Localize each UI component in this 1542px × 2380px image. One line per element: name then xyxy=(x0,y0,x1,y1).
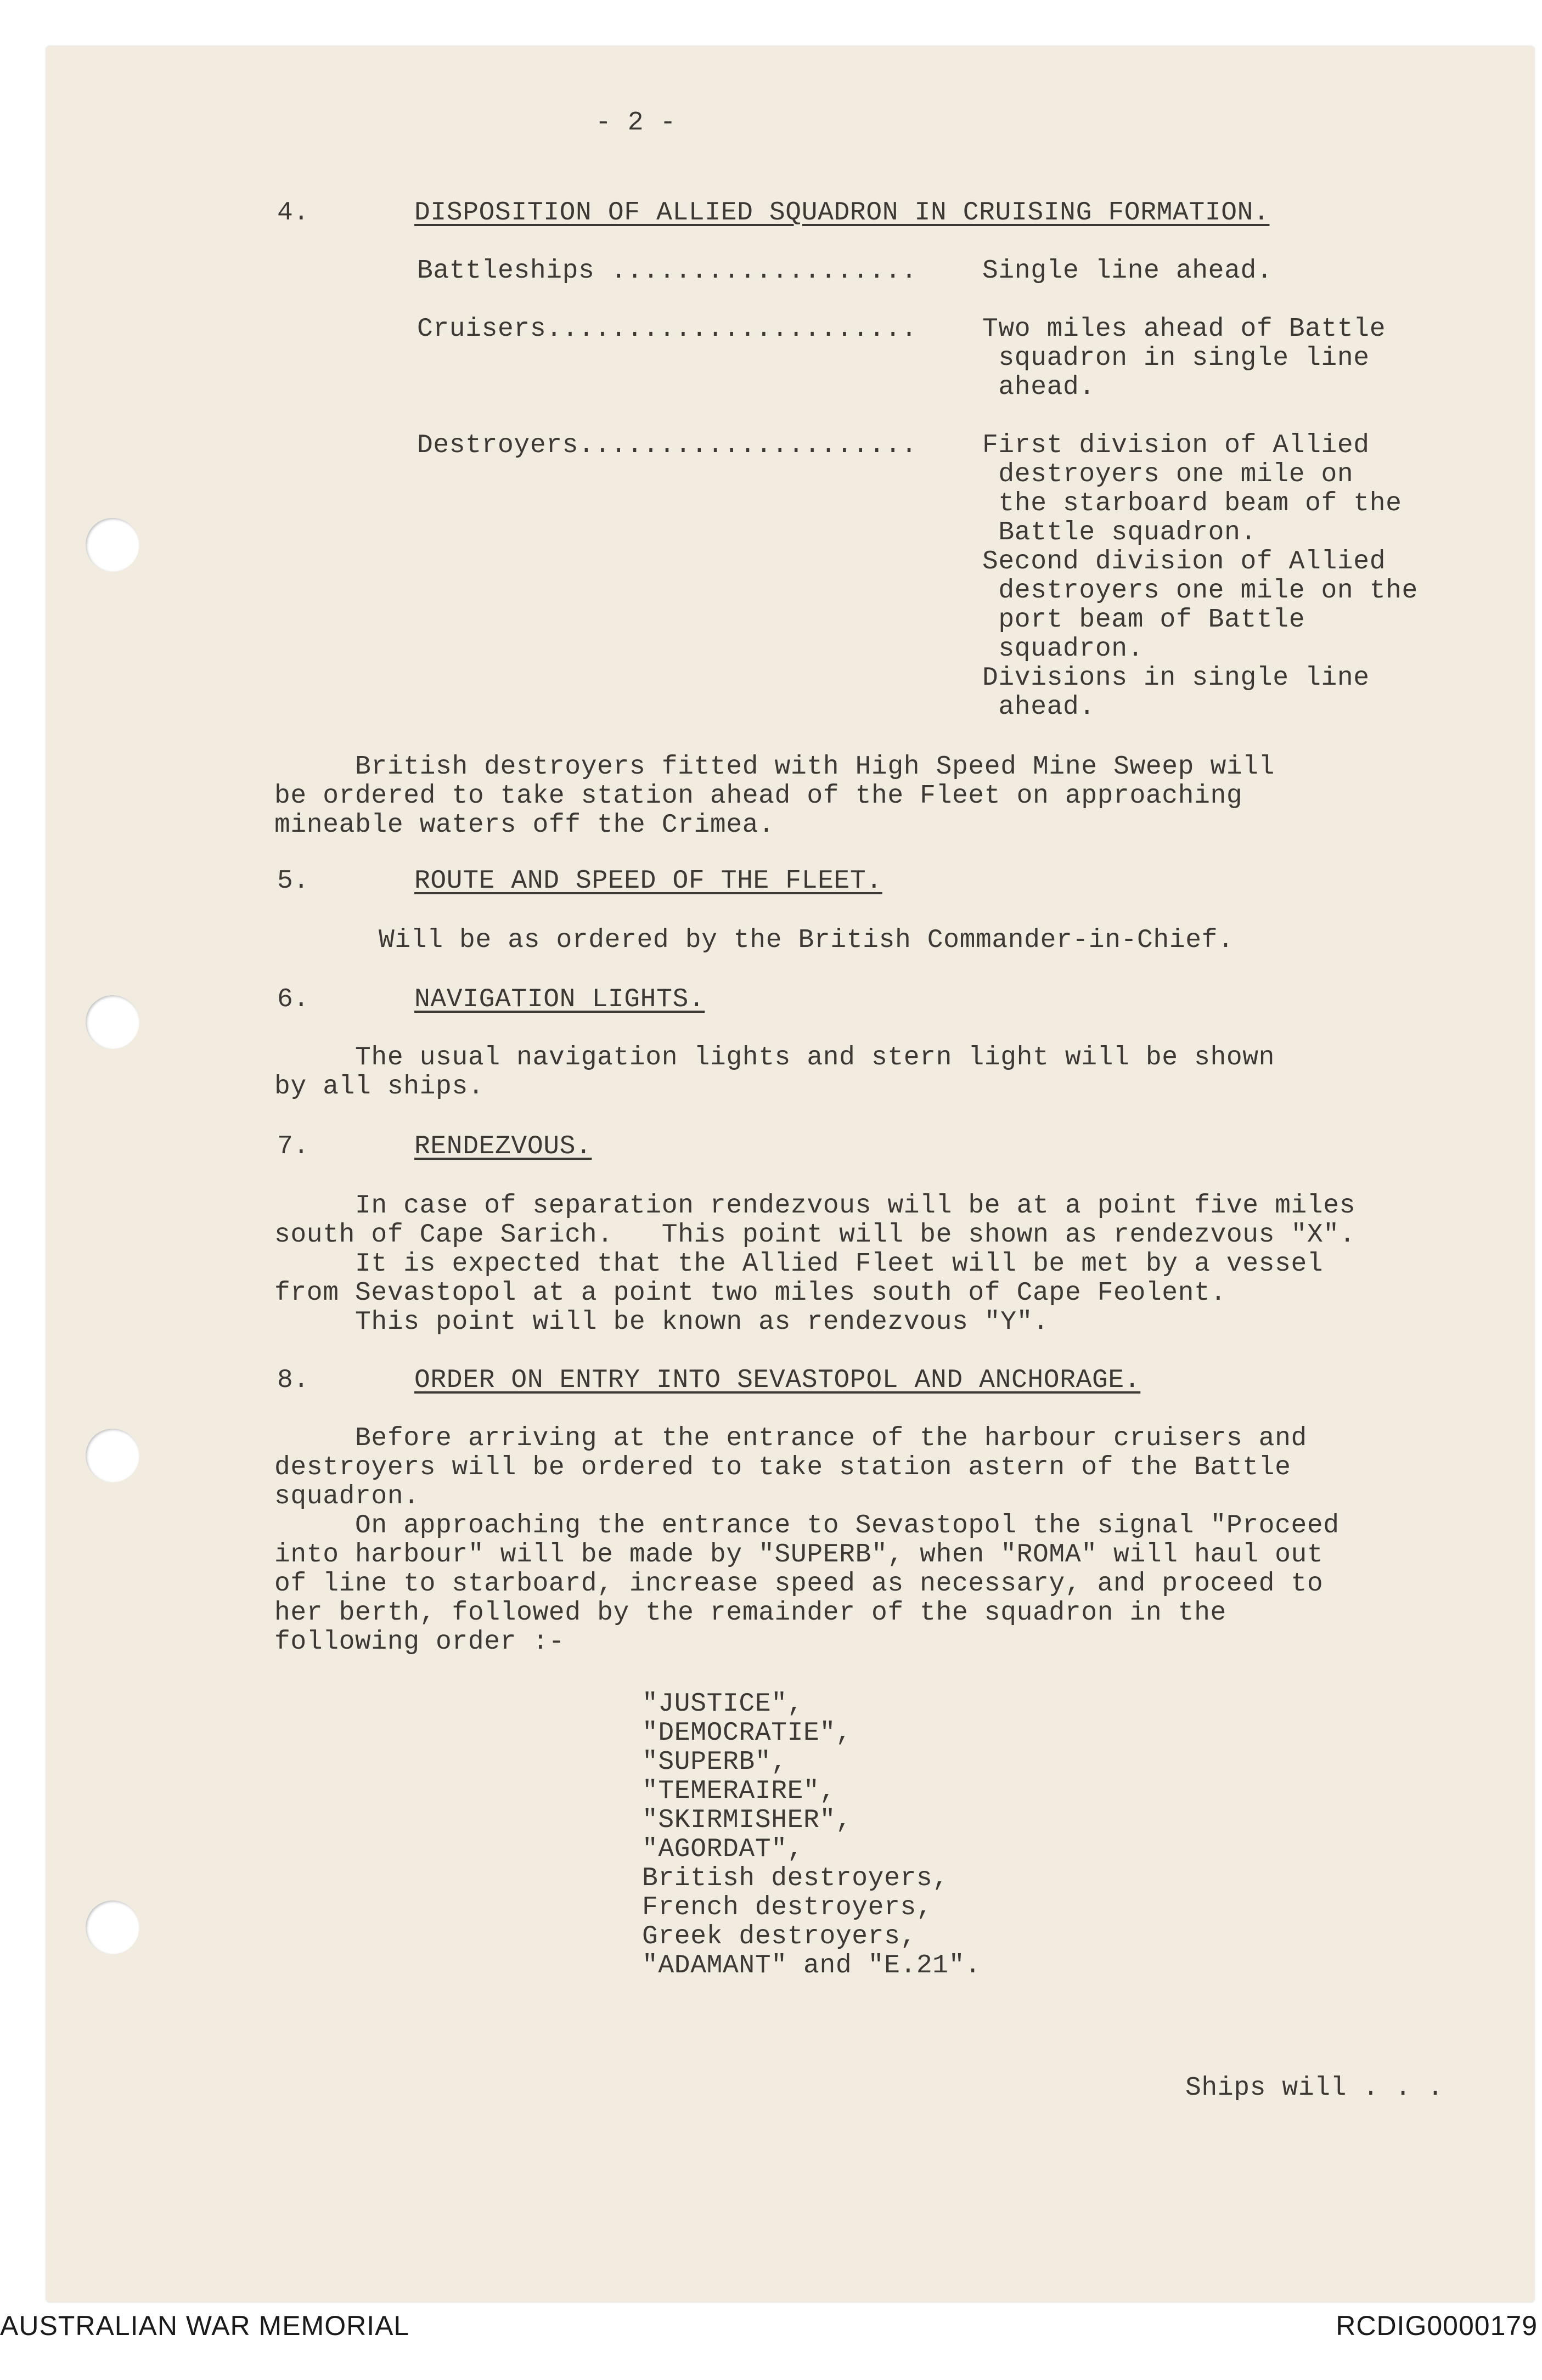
section-7-heading: RENDEZVOUS. xyxy=(414,1132,592,1161)
order-list-item: "JUSTICE", xyxy=(642,1689,804,1719)
row-value-line: Single line ahead. xyxy=(982,256,1273,286)
order-list-item: Greek destroyers, xyxy=(642,1922,916,1952)
punch-hole xyxy=(86,1900,139,1954)
section-7-number: 7. xyxy=(277,1132,309,1161)
row-value-line: Battle squadron. xyxy=(982,518,1257,548)
row-value-line: ahead. xyxy=(982,692,1095,722)
section-5-heading: ROUTE AND SPEED OF THE FLEET. xyxy=(414,866,882,896)
row-value-line: the starboard beam of the xyxy=(982,489,1402,518)
section-4-heading: DISPOSITION OF ALLIED SQUADRON IN CRUISING FORMATION. xyxy=(414,198,1270,228)
row-value-line: destroyers one mile on the xyxy=(982,576,1418,606)
order-list-item: "SUPERB", xyxy=(642,1747,787,1777)
paragraph-line: This point will be known as rendezvous "Y". xyxy=(274,1307,1049,1337)
paragraph-line: mineable waters off the Crimea. xyxy=(274,810,775,840)
punch-hole xyxy=(86,518,139,572)
row-value-line: ahead. xyxy=(982,373,1095,402)
paragraph-line: into harbour" will be made by "SUPERB", when "ROMA" will haul out xyxy=(274,1540,1324,1570)
paragraph-line: Will be as ordered by the British Commander-in-Chief. xyxy=(379,926,1234,955)
section-6-heading: NAVIGATION LIGHTS. xyxy=(414,985,705,1014)
paragraph-line: British destroyers fitted with High Speed Mine Sweep will xyxy=(274,752,1275,782)
paragraph-line: be ordered to take station ahead of the Fleet on approaching xyxy=(274,781,1243,811)
row-value-line: Second division of Allied xyxy=(982,547,1386,577)
order-list-item: French destroyers, xyxy=(642,1893,933,1922)
section-5-number: 5. xyxy=(277,866,309,896)
order-list-item: "SKIRMISHER", xyxy=(642,1806,852,1835)
page-number: - 2 - xyxy=(595,108,677,138)
order-list-item: "DEMOCRATIE", xyxy=(642,1718,852,1748)
row-label-cruisers: Cruisers....................... xyxy=(417,314,918,344)
order-list-item: "ADAMANT" and "E.21". xyxy=(642,1951,981,1981)
paragraph-line: On approaching the entrance to Sevastopol the signal "Proceed xyxy=(274,1511,1340,1541)
catchword: Ships will . . . xyxy=(1185,2073,1444,2103)
section-8-heading: ORDER ON ENTRY INTO SEVASTOPOL AND ANCHORAGE. xyxy=(414,1366,1141,1395)
paragraph-line: by all ships. xyxy=(274,1072,485,1102)
row-value-line: First division of Allied xyxy=(982,431,1370,460)
section-6-number: 6. xyxy=(277,985,309,1014)
paragraph-line: of line to starboard, increase speed as necessary, and proceed to xyxy=(274,1569,1324,1599)
paragraph-line: The usual navigation lights and stern light will be shown xyxy=(274,1043,1275,1073)
paragraph-line: her berth, followed by the remainder of the squadron in the xyxy=(274,1598,1226,1628)
footer-reference: RCDIG0000179 xyxy=(1336,2310,1538,2341)
footer-institution: AUSTRALIAN WAR MEMORIAL xyxy=(0,2310,410,2341)
order-list-item: British destroyers, xyxy=(642,1864,949,1893)
paragraph-line: destroyers will be ordered to take station astern of the Battle xyxy=(274,1453,1291,1482)
paragraph-line: Before arriving at the entrance of the harbour cruisers and xyxy=(274,1424,1307,1453)
row-value-line: squadron. xyxy=(982,634,1144,664)
row-value-line: port beam of Battle xyxy=(982,605,1305,635)
paragraph-line: from Sevastopol at a point two miles south of Cape Feolent. xyxy=(274,1278,1226,1308)
paragraph-line: In case of separation rendezvous will be at a point five miles xyxy=(274,1191,1356,1221)
paragraph-line: following order :- xyxy=(274,1627,565,1657)
row-label-battleships: Battleships ................... xyxy=(417,256,918,286)
row-value-line: Divisions in single line xyxy=(982,663,1370,693)
order-list-item: "TEMERAIRE", xyxy=(642,1776,836,1806)
section-8-number: 8. xyxy=(277,1366,309,1395)
punch-hole xyxy=(86,995,139,1049)
punch-hole xyxy=(86,1429,139,1482)
paragraph-line: south of Cape Sarich. This point will be shown as rendezvous "X". xyxy=(274,1220,1356,1250)
row-value-line: Two miles ahead of Battle xyxy=(982,314,1386,344)
row-label-destroyers: Destroyers..................... xyxy=(417,431,918,460)
order-list-item: "AGORDAT", xyxy=(642,1835,804,1864)
paragraph-line: It is expected that the Allied Fleet will be met by a vessel xyxy=(274,1249,1324,1279)
row-value-line: squadron in single line xyxy=(982,343,1370,373)
section-4-number: 4. xyxy=(277,198,309,228)
row-value-line: destroyers one mile on xyxy=(982,460,1354,489)
paragraph-line: squadron. xyxy=(274,1482,420,1512)
